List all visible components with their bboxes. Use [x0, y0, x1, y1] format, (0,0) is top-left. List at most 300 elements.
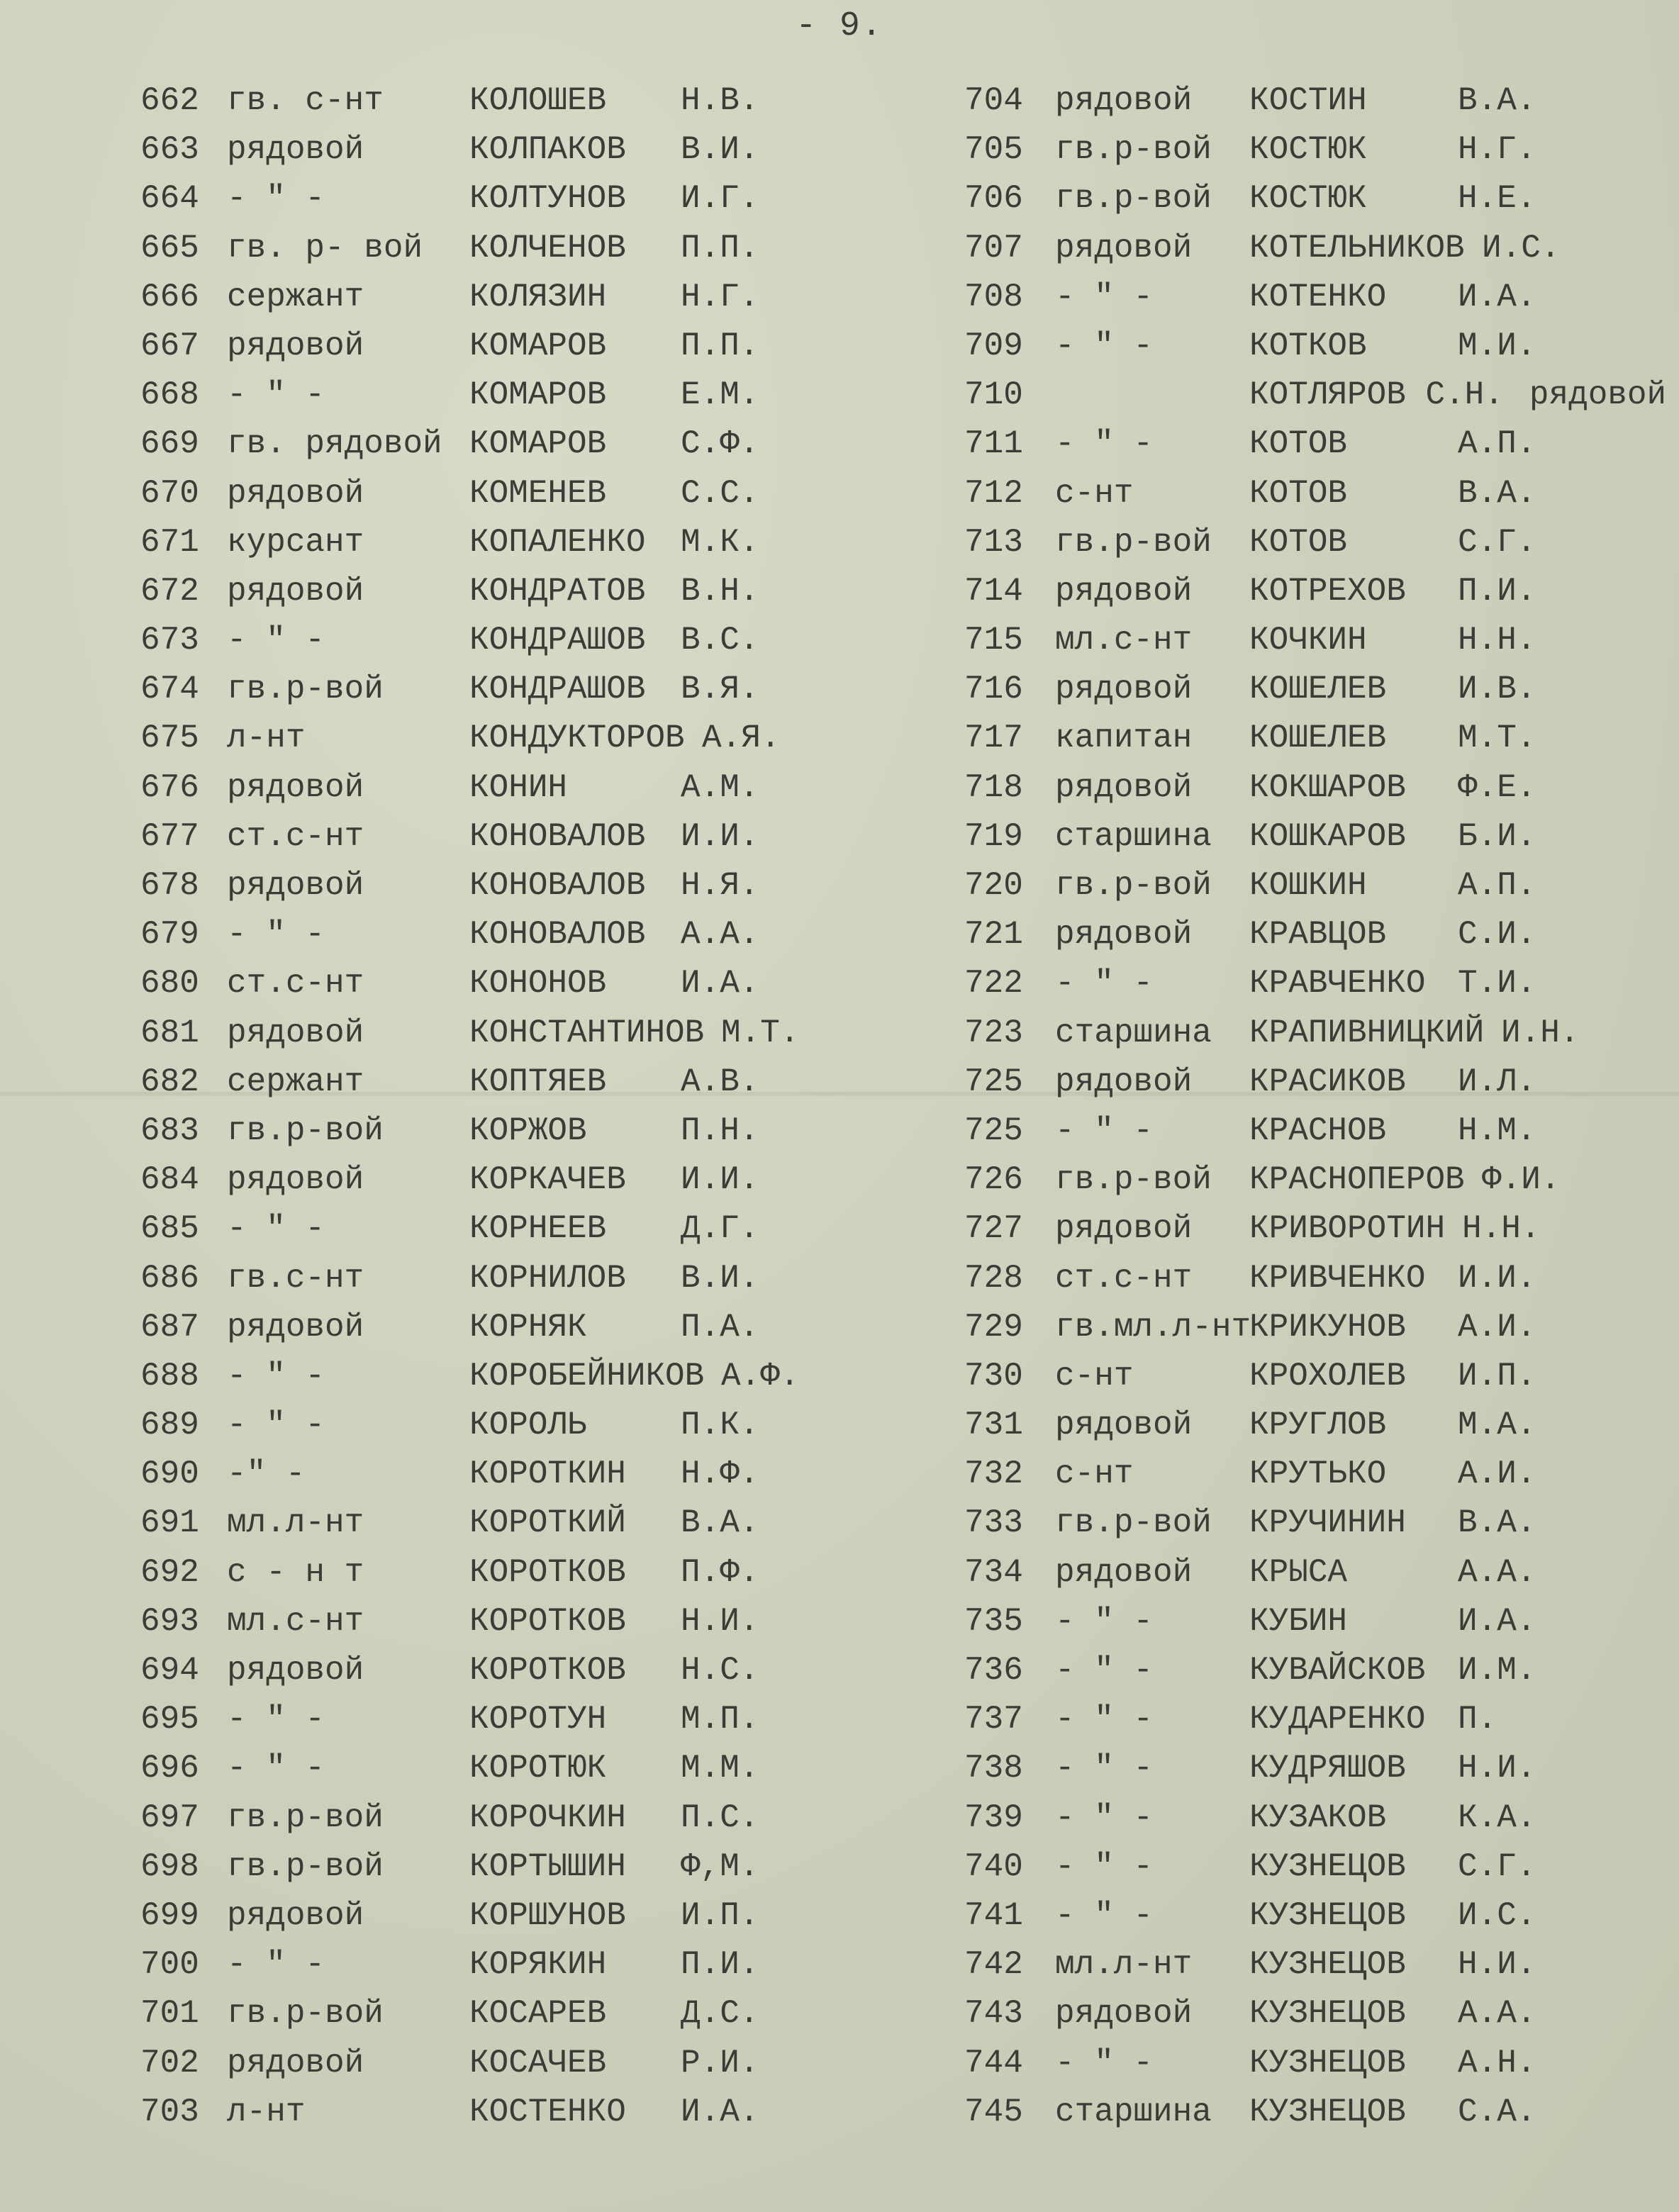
entry-number: 683	[140, 1112, 199, 1149]
entry-rank: рядовой	[227, 769, 364, 806]
entry-rank: рядовой	[227, 572, 364, 610]
entry-rank: - " -	[227, 1210, 325, 1248]
entry-surname: КОНДРАТОВ	[469, 572, 646, 610]
entry-number: 689	[140, 1407, 199, 1444]
entry-rank: рядовой	[1055, 671, 1193, 708]
entry-surname: КОРОБЕЙНИКОВ	[469, 1357, 705, 1395]
entry-surname: КОНОВАЛОВ	[469, 817, 646, 855]
entry-surname: КУЗНЕЦОВ	[1249, 1995, 1406, 2033]
entry-initials: А.П.	[1458, 867, 1536, 904]
entry-surname: КУВАЙСКОВ	[1249, 1652, 1426, 1689]
entry-initials: И.Н.	[1501, 1014, 1580, 1051]
name-line	[1249, 371, 1666, 420]
entry-surname: КОЧКИН	[1249, 622, 1367, 659]
entry-rank: ст.с-нт	[1055, 1259, 1193, 1297]
entry-initials: Н.Ф.	[681, 1456, 759, 1493]
entry-rank: с - н т	[227, 1553, 364, 1591]
entry-surname: КУЗНЕЦОВ	[1249, 1848, 1406, 1885]
entry-number: 725	[964, 1063, 1023, 1100]
entry-initials: П.Н.	[681, 1112, 759, 1149]
entry-rank: - " -	[1055, 965, 1154, 1002]
entry-number: 742	[964, 1946, 1023, 1984]
entry-initials: А.П.	[1458, 425, 1536, 463]
entry-initials: В.А.	[1458, 82, 1536, 119]
entry-number: 687	[140, 1308, 199, 1346]
entry-number: 699	[140, 1897, 199, 1934]
entry-surname: КОМАРОВ	[469, 425, 607, 463]
entry-number: 708	[964, 278, 1023, 315]
entry-surname: КРУТЬКО	[1249, 1456, 1387, 1493]
entry-surname: КОТОВ	[1249, 474, 1348, 512]
entry-initials: И.А.	[681, 2093, 759, 2130]
entry-surname: КОСАЧЕВ	[469, 2044, 607, 2082]
entry-number: 733	[964, 1504, 1023, 1542]
entry-number: 710	[964, 376, 1023, 414]
entry-surname: КОТРЕХОВ	[1249, 572, 1406, 610]
entry-number: 707	[964, 229, 1023, 267]
entry-number: 721	[964, 916, 1023, 954]
entry-initials: А.В.	[681, 1063, 759, 1100]
entry-initials: М.И.	[1458, 327, 1536, 364]
entry-surname: КОПАЛЕНКО	[469, 523, 646, 561]
entry-surname: КУЗНЕЦОВ	[1249, 2044, 1406, 2082]
entry-number: 666	[140, 278, 199, 315]
entry-initials: П.Ф.	[681, 1553, 759, 1591]
entry-number: 711	[964, 425, 1023, 463]
entry-rank: л-нт	[227, 720, 306, 757]
entry-rank: гв. р- вой	[227, 229, 423, 267]
entry-surname: КОРОТКИН	[469, 1456, 626, 1493]
entry-number: 709	[964, 327, 1023, 364]
entry-surname: КОЛТУНОВ	[469, 180, 626, 218]
entry-surname: КОМАРОВ	[469, 376, 607, 414]
entry-initials: В.С.	[681, 622, 759, 659]
entry-rank: - " -	[227, 1701, 325, 1738]
entry-surname: КОТОВ	[1249, 523, 1348, 561]
entry-number: 725	[964, 1112, 1023, 1149]
entry-initials: И.П.	[681, 1897, 759, 1934]
entry-surname: КОШЕЛЕВ	[1249, 671, 1387, 708]
entry-surname: КОСТЮК	[1249, 180, 1367, 218]
entry-rank: рядовой	[227, 2044, 364, 2082]
entry-rank: мл.л-нт	[227, 1504, 364, 1542]
entry-rank: гв.р-вой	[1055, 523, 1212, 561]
entry-surname: КОПТЯЕВ	[469, 1063, 607, 1100]
entry-surname: КОСАРЕВ	[469, 1995, 607, 2033]
entry-number: 735	[964, 1602, 1023, 1640]
entry-initials: С.Г.	[1458, 1848, 1536, 1885]
entry-initials: И.А.	[1458, 278, 1536, 315]
entry-surname: КОНДРАШОВ	[469, 622, 646, 659]
entry-surname: КОЛЧЕНОВ	[469, 229, 626, 267]
entry-number: 691	[140, 1504, 199, 1542]
entry-initials: А.И.	[1458, 1456, 1536, 1493]
entry-surname: КОСТЮК	[1249, 131, 1367, 169]
entry-number: 730	[964, 1357, 1023, 1395]
entry-initials: Ф.И.	[1482, 1161, 1561, 1199]
entry-initials: И.П.	[1458, 1357, 1536, 1395]
entry-initials: С.Ф.	[681, 425, 759, 463]
entry-number: 716	[964, 671, 1023, 708]
entry-surname: КОРОТУН	[469, 1701, 607, 1738]
entry-rank: сержант	[227, 278, 364, 315]
entry-surname: КУЗНЕЦОВ	[1249, 2093, 1406, 2130]
entry-initials: В.И.	[681, 131, 759, 169]
entry-number: 697	[140, 1799, 199, 1836]
page-number: - 9.	[796, 7, 883, 45]
entry-initials: М.П.	[681, 1701, 759, 1738]
entry-number: 698	[140, 1848, 199, 1885]
entry-surname: КОНОНОВ	[469, 965, 607, 1002]
entry-surname: КРУЧИНИН	[1249, 1504, 1406, 1542]
entry-surname: КОТОВ	[1249, 425, 1348, 463]
entry-initials: И.С.	[1458, 1897, 1536, 1934]
entry-surname: КОШЕЛЕВ	[1249, 720, 1387, 757]
entry-rank: гв.р-вой	[1055, 1161, 1212, 1199]
entry-initials: Е.М.	[681, 376, 759, 414]
entry-number: 737	[964, 1701, 1023, 1738]
entry-surname: КОРТЫШИН	[469, 1848, 626, 1885]
entry-initials: Н.Я.	[681, 867, 759, 904]
entry-rank: мл.с-нт	[1055, 622, 1193, 659]
entry-initials: Н.И.	[1458, 1946, 1536, 1984]
entry-initials: А.Ф.	[721, 1357, 800, 1395]
entry-rank: рядовой	[227, 474, 364, 512]
entry-surname: КРОХОЛЕВ	[1249, 1357, 1406, 1395]
entry-rank: гв.р-вой	[1055, 1504, 1212, 1542]
entry-rank: рядовой	[1055, 1063, 1193, 1100]
entry-number: 729	[964, 1308, 1023, 1346]
entry-number: 686	[140, 1259, 199, 1297]
entry-rank: гв.р-вой	[227, 1848, 384, 1885]
entry-rank: - " -	[1055, 1701, 1154, 1738]
entry-rank: с-нт	[1055, 1357, 1134, 1395]
entry-rank: рядовой	[1055, 769, 1193, 806]
entry-rank: - " -	[227, 916, 325, 954]
entry-initials: В.И.	[681, 1259, 759, 1297]
entry-number: 723	[964, 1014, 1023, 1051]
entry-surname: КОРКАЧЕВ	[469, 1161, 626, 1199]
entry-initials: Н.Н.	[1462, 1210, 1541, 1248]
entry-initials: Р.И.	[681, 2044, 759, 2082]
entry-rank: - " -	[1055, 1750, 1154, 1787]
entry-number: 667	[140, 327, 199, 364]
entry-surname: КОТКОВ	[1249, 327, 1367, 364]
entry-rank: капитан	[1055, 720, 1193, 757]
entry-rank: ст.с-нт	[227, 965, 364, 1002]
entry-surname: КОРНЯК	[469, 1308, 587, 1346]
entry-rank: гв.р-вой	[227, 1112, 384, 1149]
entry-surname: КОРНЕЕВ	[469, 1210, 607, 1248]
entry-initials: Б.И.	[1458, 817, 1536, 855]
entry-initials: П.А.	[681, 1308, 759, 1346]
entry-rank: гв. с-нт	[227, 82, 384, 119]
entry-number: 726	[964, 1161, 1023, 1199]
entry-surname: КУДРЯШОВ	[1249, 1750, 1406, 1787]
entry-initials: И.А.	[681, 965, 759, 1002]
entry-surname: КОМАРОВ	[469, 327, 607, 364]
entry-initials: С.Н.	[1425, 376, 1504, 414]
entry-number: 680	[140, 965, 199, 1002]
entry-initials: С.С.	[681, 474, 759, 512]
entry-initials: А.А.	[1458, 1553, 1536, 1591]
entry-initials: Н.В.	[681, 82, 759, 119]
entry-rank: - " -	[227, 180, 325, 218]
entry-initials: И.И.	[1458, 1259, 1536, 1297]
entry-number: 695	[140, 1701, 199, 1738]
entry-surname: КРУГЛОВ	[1249, 1407, 1387, 1444]
entry-number: 720	[964, 867, 1023, 904]
entry-surname: КОРОЧКИН	[469, 1799, 626, 1836]
entry-initials: Н.И.	[681, 1602, 759, 1640]
entry-surname: КОРОТКОВ	[469, 1602, 626, 1640]
entry-number: 705	[964, 131, 1023, 169]
entry-surname: КОТЛЯРОВ	[1249, 376, 1406, 414]
entry-number: 704	[964, 82, 1023, 119]
entry-number: 696	[140, 1750, 199, 1787]
entry-number: 739	[964, 1799, 1023, 1836]
entry-rank: - " -	[1055, 1652, 1154, 1689]
entry-surname: КОРШУНОВ	[469, 1897, 626, 1934]
entry-initials: В.А.	[1458, 1504, 1536, 1542]
entry-number: 728	[964, 1259, 1023, 1297]
entry-initials: В.А.	[1458, 474, 1536, 512]
entry-initials: П.П.	[681, 229, 759, 267]
entry-number: 731	[964, 1407, 1023, 1444]
entry-number: 714	[964, 572, 1023, 610]
entry-rank: - " -	[1055, 2044, 1154, 2082]
entry-number: 663	[140, 131, 199, 169]
entry-number: 745	[964, 2093, 1023, 2130]
entry-rank: - " -	[1055, 1897, 1154, 1934]
entry-initials: А.Я.	[702, 720, 781, 757]
entry-number: 718	[964, 769, 1023, 806]
entry-rank: сержант	[227, 1063, 364, 1100]
entry-number: 662	[140, 82, 199, 119]
entry-initials: Н.И.	[1458, 1750, 1536, 1787]
entry-surname: КОРОТКИЙ	[469, 1504, 626, 1542]
entry-surname: КОЛОШЕВ	[469, 82, 607, 119]
entry-surname: КОРЖОВ	[469, 1112, 587, 1149]
entry-surname: КРАПИВНИЦКИЙ	[1249, 1014, 1485, 1051]
entry-number: 727	[964, 1210, 1023, 1248]
entry-surname: КРАВЧЕНКО	[1249, 965, 1426, 1002]
entry-rank: гв.р-вой	[1055, 180, 1212, 218]
entry-initials: Н.Н.	[1458, 622, 1536, 659]
entry-number: 741	[964, 1897, 1023, 1934]
entry-surname: КОКШАРОВ	[1249, 769, 1406, 806]
entry-initials: К.А.	[1458, 1799, 1536, 1836]
entry-rank: - " -	[227, 1357, 325, 1395]
entry-surname: КОРОЛЬ	[469, 1407, 587, 1444]
entry-surname: КРИВОРОТИН	[1249, 1210, 1446, 1248]
entry-rank: рядовой	[1055, 572, 1193, 610]
entry-rank: с-нт	[1055, 1456, 1134, 1493]
entry-rank: - " -	[227, 1407, 325, 1444]
entry-initials: В.Я.	[681, 671, 759, 708]
entry-rank: рядовой	[227, 1897, 364, 1934]
entry-rank: рядовой	[227, 1014, 364, 1051]
entry-surname: КУЗНЕЦОВ	[1249, 1946, 1406, 1984]
entry-number: 734	[964, 1553, 1023, 1591]
entry-number: 684	[140, 1161, 199, 1199]
entry-number: 732	[964, 1456, 1023, 1493]
entry-number: 669	[140, 425, 199, 463]
entry-rank: рядовой	[227, 1161, 364, 1199]
entry-rank: - " -	[1055, 1848, 1154, 1885]
entry-number: 671	[140, 523, 199, 561]
entry-initials: Н.Г.	[681, 278, 759, 315]
entry-initials: И.М.	[1458, 1652, 1536, 1689]
entry-number: 665	[140, 229, 199, 267]
entry-initials: А.И.	[1458, 1308, 1536, 1346]
entry-surname: КОМЕНЕВ	[469, 474, 607, 512]
entry-surname: КРИВЧЕНКО	[1249, 1259, 1426, 1297]
entry-initials: И.С.	[1482, 229, 1561, 267]
entry-number: 700	[140, 1946, 199, 1984]
entry-rank: - " -	[1055, 1602, 1154, 1640]
entry-initials: П.	[1458, 1701, 1497, 1738]
entry-rank: -" -	[227, 1456, 306, 1493]
entry-initials: И.Л.	[1458, 1063, 1536, 1100]
entry-surname: КОНИН	[469, 769, 568, 806]
entry-number: 738	[964, 1750, 1023, 1787]
entry-number: 664	[140, 180, 199, 218]
entry-number: 681	[140, 1014, 199, 1051]
entry-surname: КРЫСА	[1249, 1553, 1348, 1591]
entry-initials: С.И.	[1458, 916, 1536, 954]
entry-number: 693	[140, 1602, 199, 1640]
entry-rank: гв.р-вой	[227, 1799, 384, 1836]
entry-rank: рядовой	[227, 1652, 364, 1689]
entry-initials: М.М.	[681, 1750, 759, 1787]
entry-initials: И.В.	[1458, 671, 1536, 708]
entry-initials: Н.М.	[1458, 1112, 1536, 1149]
entry-initials: П.П.	[681, 327, 759, 364]
entry-rank: - " -	[1055, 1799, 1154, 1836]
entry-number: 713	[964, 523, 1023, 561]
entry-initials: П.К.	[681, 1407, 759, 1444]
entry-number: 694	[140, 1652, 199, 1689]
entry-surname: КРАСИКОВ	[1249, 1063, 1406, 1100]
entry-number: 677	[140, 817, 199, 855]
entry-surname: КРАСНОВ	[1249, 1112, 1387, 1149]
entry-rank: мл.л-нт	[1055, 1946, 1193, 1984]
entry-initials: И.И.	[681, 817, 759, 855]
entry-number: 692	[140, 1553, 199, 1591]
entry-number: 682	[140, 1063, 199, 1100]
entry-rank: - " -	[1055, 425, 1154, 463]
entry-number: 712	[964, 474, 1023, 512]
entry-number: 702	[140, 2044, 199, 2082]
entry-rank: - " -	[227, 622, 325, 659]
entry-initials: Н.С.	[681, 1652, 759, 1689]
entry-number: 668	[140, 376, 199, 414]
entry-rank: - " -	[227, 1750, 325, 1787]
entry-number: 679	[140, 916, 199, 954]
entry-surname: КУЗАКОВ	[1249, 1799, 1387, 1836]
entry-number: 670	[140, 474, 199, 512]
entry-number: 706	[964, 180, 1023, 218]
entry-number: 717	[964, 720, 1023, 757]
entry-rank: курсант	[227, 523, 364, 561]
entry-surname: КОЛЯЗИН	[469, 278, 607, 315]
entry-rank: с-нт	[1055, 474, 1134, 512]
entry-rank: гв.р-вой	[1055, 131, 1212, 169]
entry-initials: А.М.	[681, 769, 759, 806]
entry-surname: КОНДРАШОВ	[469, 671, 646, 708]
entry-number: 672	[140, 572, 199, 610]
entry-initials: Т.И.	[1458, 965, 1536, 1002]
entry-surname: КОРЯКИН	[469, 1946, 607, 1984]
entry-number: 744	[964, 2044, 1023, 2082]
entry-surname: КОШКАРОВ	[1249, 817, 1406, 855]
entry-initials: Д.Г.	[681, 1210, 759, 1248]
entry-surname: КОРОТКОВ	[469, 1652, 626, 1689]
entry-rank: рядовой	[1055, 1407, 1193, 1444]
entry-initials: П.И.	[681, 1946, 759, 1984]
entry-rank: рядовой	[227, 1308, 364, 1346]
entry-number: 678	[140, 867, 199, 904]
entry-surname: КОНСТАНТИНОВ	[469, 1014, 705, 1051]
entry-rank: рядовой	[227, 867, 364, 904]
entry-initials: М.А.	[1458, 1407, 1536, 1444]
entry-initials: М.К.	[681, 523, 759, 561]
entry-initials: Д.С.	[681, 1995, 759, 2033]
entry-surname: КОСТЕНКО	[469, 2093, 626, 2130]
entry-rank: гв.мл.л-нт	[1055, 1308, 1251, 1346]
entry-initials: В.Н.	[681, 572, 759, 610]
entry-initials: А.Н.	[1458, 2044, 1536, 2082]
entry-number: 688	[140, 1357, 199, 1395]
entry-rank: гв.р-вой	[227, 671, 384, 708]
entry-number: 685	[140, 1210, 199, 1248]
entry-number: 743	[964, 1995, 1023, 2033]
entry-initials: А.А.	[1458, 1995, 1536, 2033]
entry-rank: мл.с-нт	[227, 1602, 364, 1640]
entry-surname: КУБИН	[1249, 1602, 1348, 1640]
entry-surname: КРАСНОПЕРОВ	[1249, 1161, 1465, 1199]
entry-surname: КОРНИЛОВ	[469, 1259, 626, 1297]
entry-surname: КОРОТКОВ	[469, 1553, 626, 1591]
entry-rank: рядовой	[1529, 376, 1667, 414]
entry-rank: гв.с-нт	[227, 1259, 364, 1297]
entry-rank: - " -	[1055, 1112, 1154, 1149]
entry-rank: - " -	[1055, 327, 1154, 364]
entry-rank: рядовой	[227, 327, 364, 364]
entry-rank: рядовой	[1055, 1210, 1193, 1248]
entry-surname: КОСТИН	[1249, 82, 1367, 119]
entry-surname: КРАВЦОВ	[1249, 916, 1387, 954]
entry-rank: - " -	[1055, 278, 1154, 315]
entry-number: 719	[964, 817, 1023, 855]
entry-rank: старшина	[1055, 2093, 1212, 2130]
entry-rank: - " -	[227, 376, 325, 414]
entry-number: 740	[964, 1848, 1023, 1885]
entry-number: 703	[140, 2093, 199, 2130]
entry-rank: рядовой	[227, 131, 364, 169]
entry-rank: старшина	[1055, 1014, 1212, 1051]
entry-number: 674	[140, 671, 199, 708]
entry-rank: - " -	[227, 1946, 325, 1984]
entry-initials: С.А.	[1458, 2093, 1536, 2130]
entry-rank: рядовой	[1055, 82, 1193, 119]
entry-surname: КУДАРЕНКО	[1249, 1701, 1426, 1738]
entry-rank: гв.р-вой	[227, 1995, 384, 2033]
entry-surname: КОНОВАЛОВ	[469, 916, 646, 954]
entry-initials: М.Т.	[721, 1014, 800, 1051]
entry-initials: С.Г.	[1458, 523, 1536, 561]
